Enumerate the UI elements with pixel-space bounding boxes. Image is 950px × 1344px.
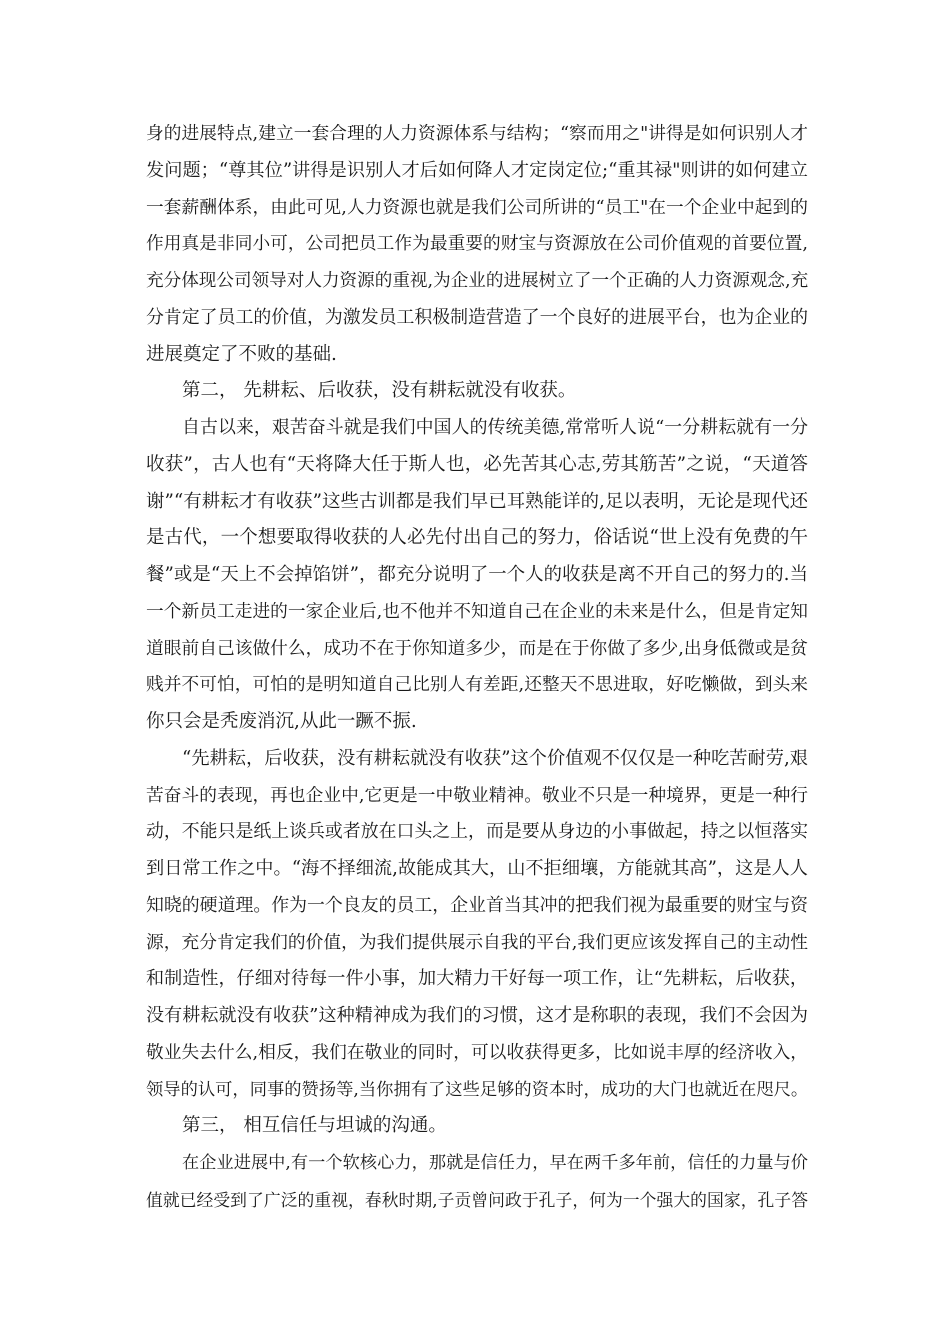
text-line: 进展奠定了不败的基础. (146, 343, 337, 365)
text-line: 作用真是非同小可，公司把员工作为最重要的财宝与资源放在公司价值观的首要位置, (146, 234, 808, 255)
text-line: 你只会是秃废消沉,从此一蹶不振. (146, 711, 417, 732)
body-text (146, 116, 808, 1219)
text-line: 分肯定了员工的价值，为激发员工积极制造营造了一个良好的进展平台，也为企业的 (146, 306, 808, 328)
text-line: 道眼前自己该做什么，成功不在于你知道多少，而是在于你做了多少,出身低微或是贫 (146, 638, 808, 659)
text-line: 没有耕耘就没有收获”这种精神成为我们的习惯，这才是称职的表现，我们不会因为 (146, 1005, 808, 1026)
text-line: 到日常工作之中。“海不择细流,故能成其大，山不拒细壤，方能就其高”，这是人人 (146, 858, 808, 879)
text-line: 身的进展特点,建立一套合理的人力资源体系与结构；“察而用之"讲得是如何识别人才 (146, 124, 808, 144)
text-line: 和制造性，仔细对待每一件小事，加大精力干好每一项工作，让“先耕耘，后收获， (146, 968, 808, 990)
text-line: 一套薪酬体系，由此可见,人力资源也就是我们公司所讲的“员工"在一个企业中起到的 (146, 197, 808, 218)
text-line: 收获”，古人也有“天将降大任于斯人也，必先苦其心志,劳其筋苦”之说，“天道答 (146, 453, 808, 475)
text-line: 充分体现公司领导对人力资源的重视,为企业的进展树立了一个正确的人力资源观念,充 (146, 271, 809, 291)
text-line: 自古以来，艰苦奋斗就是我们中国人的传统美德,常常听人说“一分耕耘就有一分 (182, 417, 808, 438)
text-line: 知晓的硬道理。作为一个良友的员工，企业首当其冲的把我们视为最重要的财宝与资 (146, 894, 808, 916)
text-line: 源，充分肯定我们的价值，为我们提供展示自我的平台,我们更应该发挥自己的主动性 (146, 932, 808, 953)
text-line: 动，不能只是纸上谈兵或者放在口头之上，而是要从身边的小事做起，持之以恒落实 (146, 821, 808, 843)
text-line: 值就已经受到了广泛的重视，春秋时期,子贡曾问政于孔子，何为一个强大的国家，孔子答 (146, 1189, 808, 1210)
text-line: 领导的认可，同事的赞扬等,当你拥有了这些足够的资本时，成功的大门也就近在咫尺。 (146, 1079, 809, 1100)
text-line: 谢”“有耕耘才有收获”这些古训都是我们早已耳熟能详的,足以表明，无论是现代还 (146, 490, 808, 512)
text-line: 是古代，一个想要取得收获的人必先付出自己的努力，俗话说“世上没有免费的午 (146, 527, 808, 549)
text-line: 敬业失去什么,相反，我们在敬业的同时，可以收获得更多，比如说丰厚的经济收入， (146, 1042, 808, 1063)
text-line: 一个新员工走进的一家企业后,也不他并不知道自己在企业的未来是什么，但是肯定知 (146, 601, 808, 622)
text-line: 餐”或是“天上不会掉馅饼”，都充分说明了一个人的收获是离不开自己的努力的.当 (146, 564, 808, 585)
text-line: 第二， 先耕耘、后收获，没有耕耘就没有收获。 (182, 380, 577, 402)
text-line: 贱并不可怕，可怕的是明知道自己比别人有差距,还整天不思进取，好吃懒做，到头来 (146, 675, 808, 696)
text-line: 发问题；“尊其位”讲得是识别人才后如何降人才定岗定位;“重其禄"则讲的如何建立 (146, 159, 808, 181)
text-line: 在企业进展中,有一个软核心力，那就是信任力，早在两千多年前，信任的力量与价 (182, 1153, 808, 1173)
text-line: 第三， 相互信任与坦诚的沟通。 (182, 1115, 447, 1137)
text-line: “先耕耘，后收获，没有耕耘就没有收获”这个价值观不仅仅是一种吃苦耐劳,艰 (182, 747, 808, 769)
text-line: 苦奋斗的表现，再也企业中,它更是一中敬业精神。敬业不只是一种境界，更是一种行 (146, 785, 808, 806)
